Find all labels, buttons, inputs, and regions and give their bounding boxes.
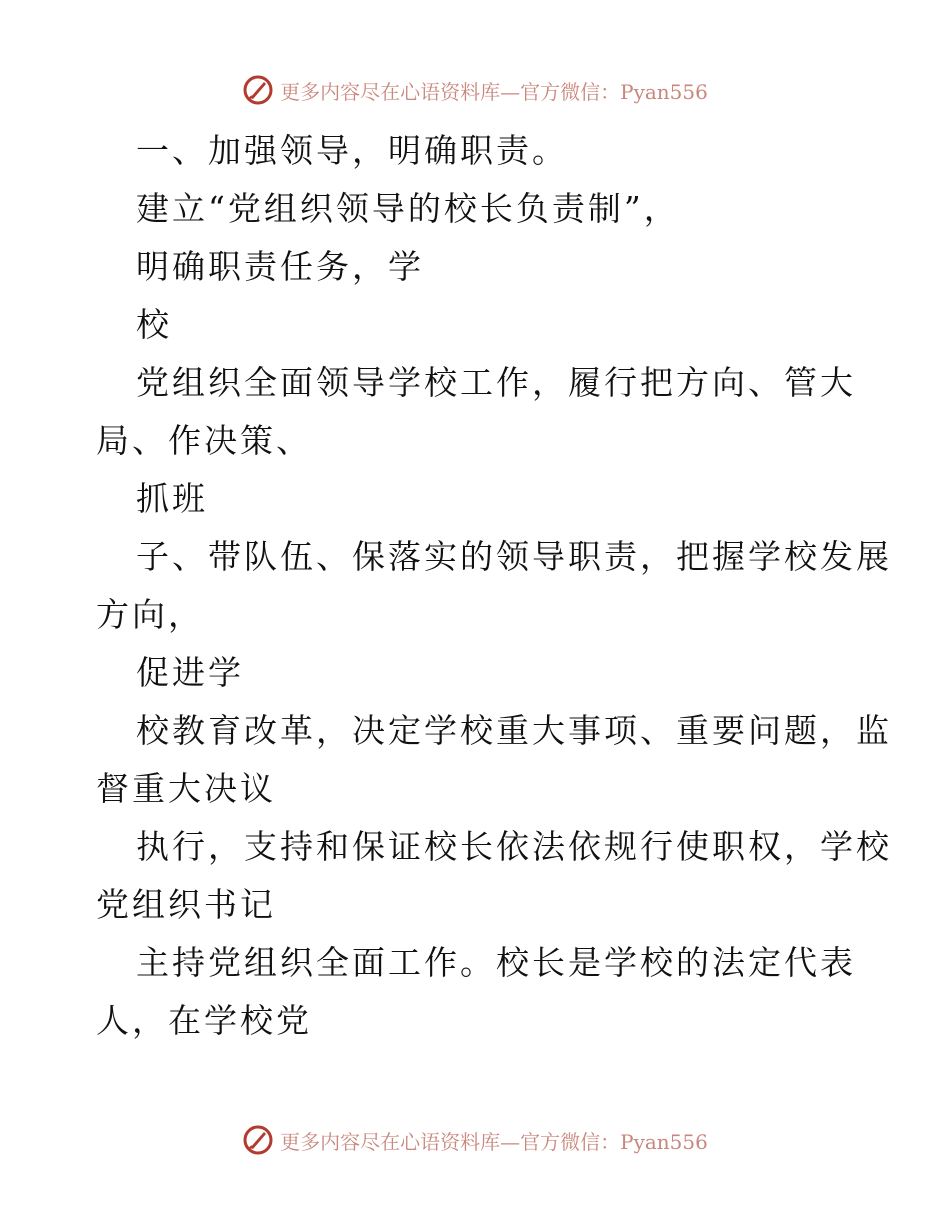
watermark-text: 更多内容尽在心语资料库—官方微信：Pyan556 (280, 1129, 708, 1154)
footer-watermark (0, 1120, 950, 1160)
quill-circle-icon (242, 74, 274, 106)
watermark-text: 更多内容尽在心语资料库—官方微信：Pyan556 (280, 79, 708, 104)
text-line: 抓班 (136, 479, 208, 518)
text-line: 方向， (96, 595, 204, 634)
document-body (96, 122, 892, 1050)
text-line: 建立“党组织领导的校长负责制”， (136, 189, 680, 228)
text-line: 执行，支持和保证校长依法依规行使职权，学校 (136, 827, 892, 866)
text-line: 校 (136, 305, 172, 344)
quill-circle-icon (242, 1124, 274, 1156)
text-line: 子、带队伍、保落实的领导职责，把握学校发展 (136, 537, 892, 576)
text-line: 明确职责任务，学 (136, 247, 424, 286)
text-line: 督重大决议 (96, 769, 276, 808)
text-line: 党组织全面领导学校工作，履行把方向、管大 (136, 363, 856, 402)
header-watermark (0, 70, 950, 110)
text-line: 促进学 (136, 653, 244, 692)
text-line: 党组织书记 (96, 885, 276, 924)
text-line: 人，在学校党 (96, 1001, 312, 1040)
text-line: 局、作决策、 (96, 421, 312, 460)
text-line: 一、加强领导，明确职责。 (136, 131, 568, 170)
text-line: 主持党组织全面工作。校长是学校的法定代表 (136, 943, 856, 982)
text-line: 校教育改革，决定学校重大事项、重要问题，监 (136, 711, 892, 750)
